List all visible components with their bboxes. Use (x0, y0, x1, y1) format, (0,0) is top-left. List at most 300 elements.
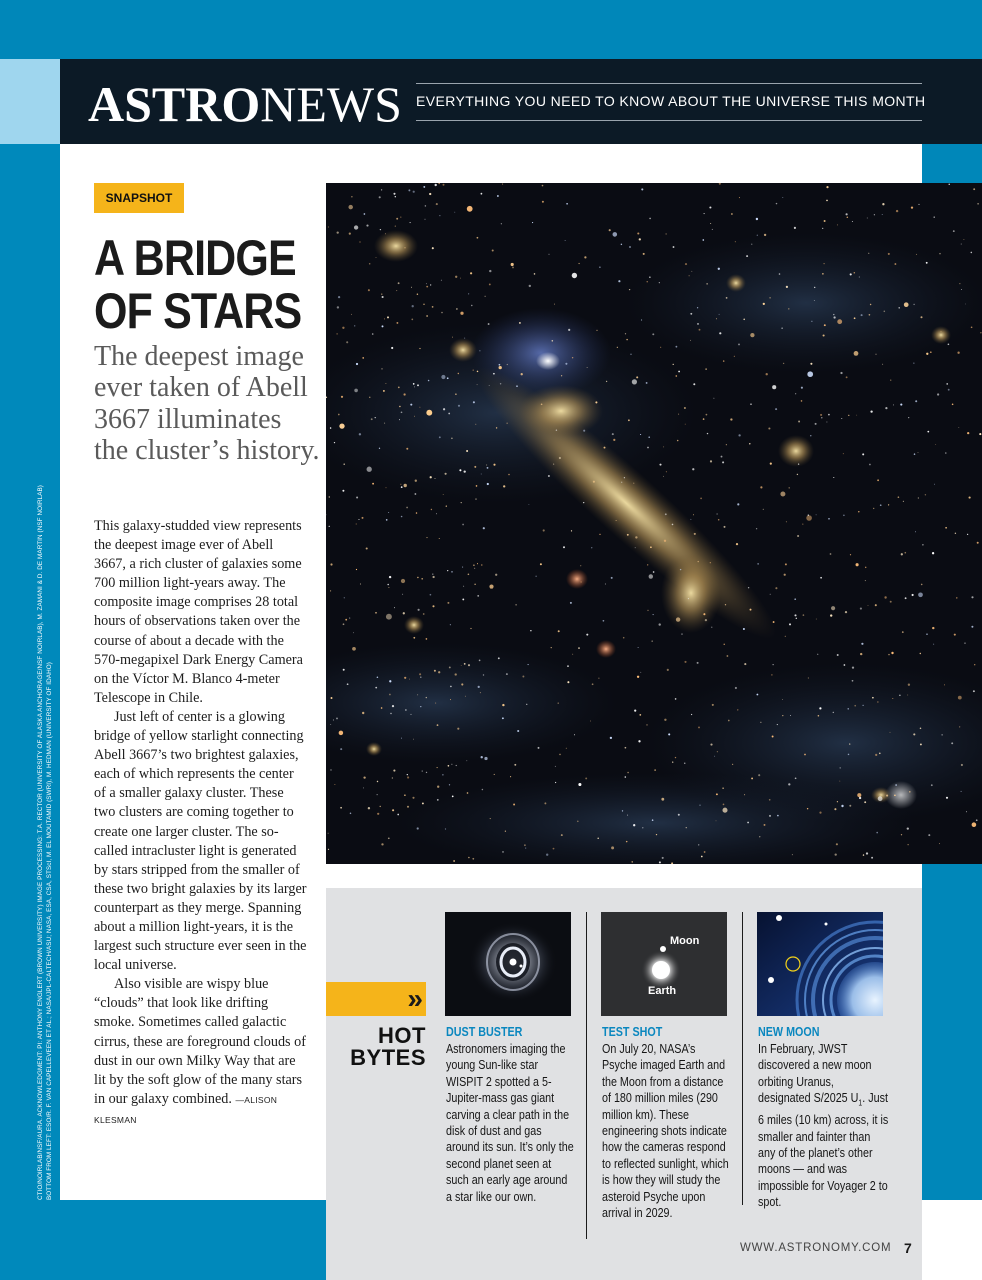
star (966, 811, 967, 812)
star (439, 215, 440, 216)
star (375, 612, 377, 614)
star (497, 195, 499, 197)
star (419, 348, 420, 349)
star (959, 726, 960, 727)
star (864, 801, 866, 803)
star (392, 809, 394, 811)
star (810, 363, 812, 365)
star (586, 634, 588, 636)
star (483, 527, 485, 529)
star (967, 534, 968, 535)
star (659, 282, 660, 283)
star (338, 296, 340, 298)
star (890, 380, 891, 381)
star (416, 512, 418, 514)
star (775, 408, 777, 410)
star (732, 764, 733, 765)
star (618, 280, 620, 282)
star (956, 597, 957, 598)
star (824, 324, 826, 326)
star (640, 672, 641, 673)
star (795, 777, 797, 779)
star (759, 836, 760, 837)
star (397, 814, 399, 816)
star (461, 683, 463, 685)
star (445, 828, 446, 829)
star (946, 797, 948, 799)
star (918, 592, 923, 597)
star (722, 808, 727, 813)
star (818, 715, 820, 717)
star (750, 609, 752, 611)
star (463, 586, 464, 587)
star (454, 212, 455, 213)
star (565, 363, 567, 365)
star (333, 720, 334, 721)
star (846, 376, 848, 378)
logo-light-part: NEWS (260, 76, 402, 132)
star (833, 712, 834, 713)
star (404, 484, 407, 487)
star (578, 647, 580, 649)
star (479, 350, 480, 351)
star (430, 594, 432, 596)
star (739, 197, 740, 198)
star (367, 467, 372, 472)
star (405, 709, 406, 710)
star (430, 284, 431, 285)
star (638, 647, 639, 648)
star (407, 774, 408, 775)
star (563, 546, 565, 548)
star (363, 776, 365, 778)
star (716, 793, 718, 795)
star (926, 353, 928, 355)
new-moon-text-end: . Just 6 miles (10 km) across, it is smaller and fainter than any of the planet’s other moons — and was impossible for Voyager 2 to spot. (758, 1091, 889, 1210)
star (685, 424, 686, 425)
star (816, 514, 817, 515)
star (482, 789, 484, 791)
star (467, 206, 473, 212)
star (475, 424, 476, 425)
star (386, 487, 387, 488)
star (959, 283, 960, 284)
star (822, 228, 823, 229)
star (918, 497, 919, 498)
star (854, 272, 856, 274)
star (566, 748, 567, 749)
star (348, 205, 352, 209)
star (901, 834, 902, 835)
star (719, 314, 720, 315)
hot-bytes-arrow-block (326, 982, 426, 1016)
star (553, 464, 554, 465)
star (395, 226, 396, 227)
star (489, 283, 491, 285)
star (474, 466, 476, 468)
star (387, 316, 389, 318)
star (760, 722, 761, 723)
star (622, 810, 623, 811)
star (399, 419, 400, 420)
star (869, 314, 871, 316)
star (915, 400, 917, 402)
star (632, 861, 633, 862)
star (749, 443, 750, 444)
star (404, 794, 406, 796)
star (884, 311, 886, 313)
star (477, 237, 479, 239)
star (625, 776, 627, 778)
star (763, 509, 764, 510)
star (678, 414, 679, 415)
star (429, 193, 431, 195)
star (578, 263, 579, 264)
star (869, 464, 871, 466)
star (859, 797, 861, 799)
star (430, 476, 432, 478)
star (389, 694, 391, 696)
star (777, 815, 779, 817)
star (738, 343, 740, 345)
new-moon-item (758, 1025, 908, 1211)
star (432, 576, 434, 578)
star (700, 498, 702, 500)
star (884, 596, 886, 598)
star (347, 683, 349, 685)
star (329, 526, 330, 527)
star (479, 660, 481, 662)
star (559, 754, 561, 756)
star (553, 848, 555, 850)
star (441, 375, 445, 379)
star (340, 807, 342, 809)
star (723, 804, 725, 806)
tagline: EVERYTHING YOU NEED TO KNOW ABOUT THE UNIVERSE THIS MONTH (416, 93, 926, 109)
star (442, 774, 444, 776)
star (757, 563, 758, 564)
star (724, 526, 726, 528)
star (726, 297, 728, 299)
star (554, 304, 555, 305)
star (908, 844, 909, 845)
star (543, 529, 545, 531)
star (705, 619, 707, 621)
star (913, 733, 915, 735)
star (905, 597, 907, 599)
star (873, 508, 874, 509)
star (371, 418, 373, 420)
star (647, 564, 648, 565)
moon-label: Moon (670, 935, 700, 947)
star (769, 815, 771, 817)
star (856, 415, 857, 416)
star (455, 673, 457, 675)
star (481, 193, 483, 195)
star (447, 570, 448, 571)
star (402, 594, 403, 595)
star (383, 390, 385, 392)
star (447, 602, 449, 604)
star (460, 312, 463, 315)
star (515, 604, 517, 606)
star (691, 271, 692, 272)
star (783, 363, 784, 364)
star (561, 834, 563, 836)
star (455, 393, 457, 395)
star (372, 333, 374, 335)
star (735, 241, 736, 242)
star (624, 477, 625, 478)
star (473, 401, 475, 403)
star (796, 618, 797, 619)
star (336, 333, 337, 334)
star (718, 519, 720, 521)
star (958, 427, 959, 428)
star (382, 325, 384, 327)
star (913, 363, 914, 364)
star (907, 827, 909, 829)
star (354, 389, 358, 393)
star (879, 753, 881, 755)
star (856, 563, 859, 566)
star (555, 766, 556, 767)
star (541, 403, 543, 405)
star (625, 333, 626, 334)
star (764, 824, 766, 826)
star (439, 436, 441, 438)
star (343, 463, 344, 464)
star (963, 239, 964, 240)
star (710, 562, 711, 563)
bottom-color-bar (60, 1200, 326, 1280)
star (845, 611, 847, 613)
footer-url: WWW.ASTRONOMY.COM (740, 1242, 892, 1254)
star (797, 474, 798, 475)
star (743, 319, 745, 321)
star (885, 407, 887, 409)
star (529, 285, 531, 287)
star (382, 296, 384, 298)
star (659, 861, 661, 863)
star (941, 331, 942, 332)
star (610, 737, 612, 739)
star (464, 470, 466, 472)
star (862, 705, 863, 706)
star (816, 619, 817, 620)
star (875, 604, 877, 606)
star (843, 453, 844, 454)
star (385, 383, 386, 384)
star (678, 371, 680, 373)
star (882, 364, 883, 365)
star (656, 834, 657, 835)
star (346, 341, 348, 343)
star (699, 805, 700, 806)
star (572, 273, 577, 278)
star (775, 587, 777, 589)
star (863, 854, 864, 855)
star (711, 627, 712, 628)
star (485, 296, 486, 297)
star (410, 404, 412, 406)
star (848, 754, 850, 756)
star (428, 380, 430, 382)
star (772, 736, 774, 738)
star (689, 275, 690, 276)
star (356, 524, 357, 525)
star (477, 563, 478, 564)
star (538, 747, 540, 749)
star (636, 376, 638, 378)
star (725, 604, 726, 605)
star (411, 319, 413, 321)
star (795, 393, 796, 394)
star (486, 465, 487, 466)
star (814, 287, 815, 288)
star (362, 517, 364, 519)
tagline-box (416, 83, 926, 121)
star (530, 630, 531, 631)
star (342, 327, 344, 329)
star (659, 464, 661, 466)
star (882, 203, 884, 205)
star (470, 628, 471, 629)
star (458, 373, 459, 374)
star (837, 801, 838, 802)
star (859, 276, 860, 277)
star (447, 377, 449, 379)
star (389, 680, 391, 682)
star (583, 430, 585, 432)
star (848, 708, 849, 709)
star (426, 697, 427, 698)
star (411, 287, 412, 288)
star (820, 414, 822, 416)
star (673, 246, 675, 248)
star (681, 633, 682, 634)
star (684, 763, 685, 764)
star (420, 706, 421, 707)
star (844, 664, 846, 666)
star (750, 333, 754, 337)
star (330, 590, 331, 591)
star (517, 730, 519, 732)
star (502, 704, 504, 706)
star (376, 257, 377, 258)
star (364, 213, 366, 215)
test-shot-text: On July 20, NASA’s Psyche imaged Earth and the Moon from a distance of 180 million miles (290 million km). These engineering shots indicate how the cameras respond to reflected sunlight, which is how they will study the asteroid Psyche upon arrival in 2029. (602, 1042, 729, 1221)
hot-bytes-title-line-2: BYTES (350, 1045, 426, 1070)
star (580, 581, 581, 582)
star (826, 186, 828, 188)
star (446, 505, 447, 506)
star (867, 218, 868, 219)
star (945, 527, 947, 529)
star (369, 263, 371, 265)
star (744, 794, 745, 795)
star (961, 791, 962, 792)
star (493, 373, 495, 375)
star (932, 552, 934, 554)
star (613, 439, 615, 441)
star (746, 255, 748, 257)
star (904, 302, 909, 307)
star (477, 595, 479, 597)
star (337, 306, 339, 308)
star (450, 699, 451, 700)
new-moon-title: NEW MOON (758, 1025, 820, 1039)
star (693, 514, 694, 515)
star (561, 375, 562, 376)
star (934, 484, 935, 485)
star (973, 690, 975, 692)
star (639, 714, 641, 716)
star (572, 654, 573, 655)
star (710, 744, 712, 746)
star (472, 858, 474, 860)
star (542, 185, 544, 187)
star (786, 286, 788, 288)
star (802, 523, 803, 524)
star (946, 383, 948, 385)
star (391, 347, 393, 349)
star (977, 542, 979, 544)
star (690, 340, 691, 341)
star (336, 717, 338, 719)
moon-designation-subscript: 1 (858, 1098, 863, 1108)
uranus-rings-illustration (757, 912, 883, 1016)
star (377, 677, 379, 679)
star (766, 373, 768, 375)
star (524, 844, 526, 846)
star (453, 860, 455, 862)
hot-bytes-title-line-1: HOT (378, 1023, 426, 1048)
star (413, 637, 415, 639)
star (568, 329, 570, 331)
star (508, 474, 510, 476)
star (339, 423, 344, 428)
star (452, 337, 453, 338)
star (920, 743, 922, 745)
star (839, 781, 840, 782)
star (930, 351, 932, 353)
star (974, 664, 975, 665)
star (875, 754, 877, 756)
star (528, 504, 529, 505)
star (511, 263, 514, 266)
star (510, 776, 511, 777)
star (559, 457, 561, 459)
star (649, 277, 650, 278)
star (820, 577, 822, 579)
star (481, 474, 482, 475)
star (356, 496, 358, 498)
star (487, 467, 489, 469)
star (392, 777, 393, 778)
star (516, 385, 518, 387)
star (345, 619, 347, 621)
star (448, 413, 450, 415)
earth-moon-illustration (601, 912, 727, 1016)
star (341, 396, 343, 398)
star (852, 680, 854, 682)
star (858, 511, 859, 512)
star (723, 360, 724, 361)
star (372, 483, 374, 485)
star (493, 464, 495, 466)
star (637, 676, 639, 678)
